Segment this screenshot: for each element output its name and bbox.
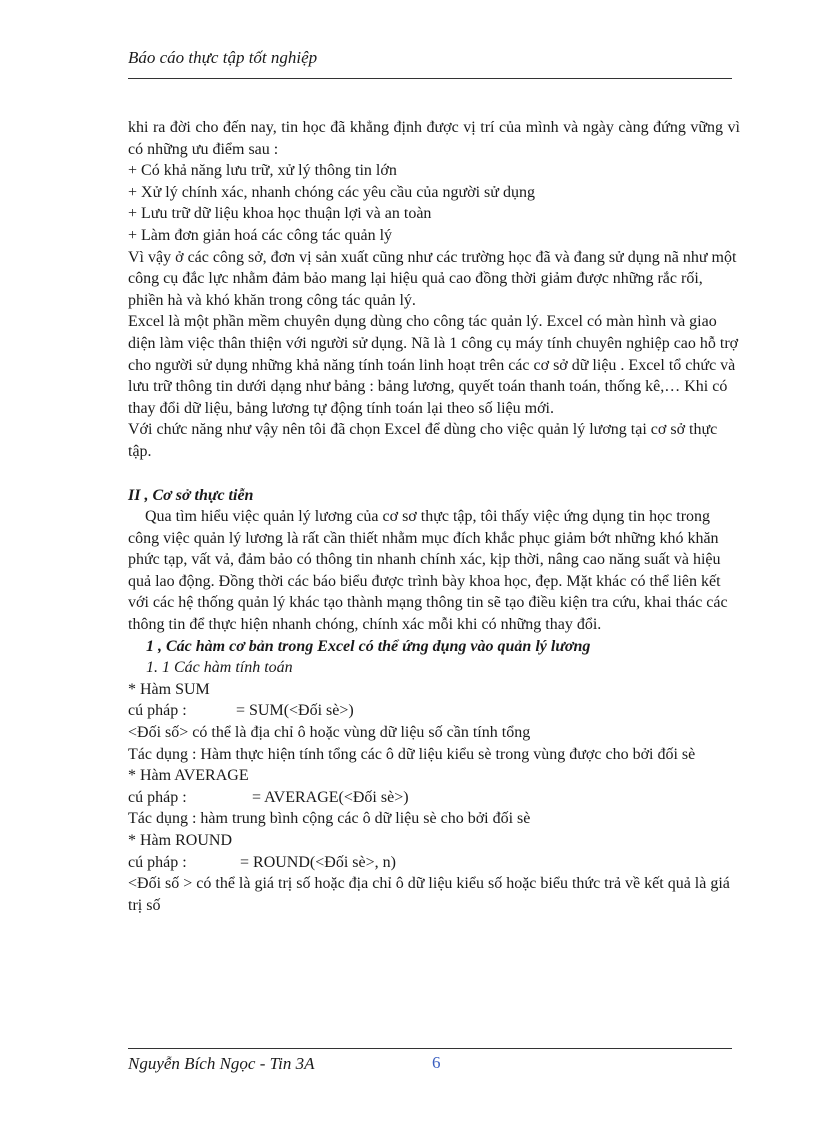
argument-desc-round: <Đối số > có thể là giá trị số hoặc địa chỉ ô dữ liệu kiểu số hoặc biểu thức trả về kết quả là giá trị số <box>128 875 730 914</box>
advantage-item: + Xử lý chính xác, nhanh chóng các yêu cầu của người sử dụng <box>128 183 535 201</box>
page-header-title: Báo cáo thực tập tốt nghiệp <box>128 48 318 67</box>
syntax-line-average <box>128 787 740 809</box>
advantage-item: + Có khả năng lưu trữ, xử lý thông tin lớn <box>128 162 397 180</box>
syntax-formula: = ROUND(<Đối sè>, n) <box>240 853 396 871</box>
footer-divider <box>128 1048 732 1049</box>
syntax-formula: = SUM(<Đối sè>) <box>236 702 354 720</box>
advantage-item: + Lưu trữ dữ liệu khoa học thuận lợi và an toàn <box>128 205 432 223</box>
syntax-line-sum <box>128 700 740 722</box>
spacer <box>128 463 740 485</box>
syntax-formula: = AVERAGE(<Đối sè>) <box>252 788 409 806</box>
syntax-label: cú pháp : <box>128 853 187 871</box>
excel-paragraph: Excel là một phần mềm chuyên dụng dùng cho công tác quản lý. Excel có màn hình và giao diện làm việc thân thiện với người sử dụng. Nã là 1 công cụ máy tính chuyên nghiệp cao hỗ trợ cho người sử dụng những khả năng tính toán linh hoạt trên các cơ sở dữ liệu . Excel tổ chức và lưu trữ thông tin dưới dạng như bảng : bảng lương, quyết toán thanh toán, thống kê,… Khi có thay đổi dữ liệu, bảng lương tự động tính toán lại theo số liệu mới. <box>128 313 739 417</box>
function-title-sum: * Hàm SUM <box>128 680 210 698</box>
syntax-label: cú pháp : <box>128 788 187 806</box>
usage-desc-average: Tác dụng : hàm trung bình cộng các ô dữ liệu sè cho bởi đối sè <box>128 810 531 828</box>
choice-paragraph: Với chức năng như vậy nên tôi đã chọn Excel để dùng cho việc quản lý lương tại cơ sở thực tập. <box>128 421 718 460</box>
document-body <box>128 117 740 916</box>
header-divider <box>128 78 732 79</box>
subsubsection-heading: 1. 1 Các hàm tính toán <box>146 659 293 677</box>
section-paragraph: Qua tìm hiểu việc quản lý lương của cơ sơ thực tập, tôi thấy việc ứng dụng tin học trong công việc quản lý lương là rất cần thiết nhằm mục đích khắc phục giảm bớt những khó khăn phức tạp, vất vả, đảm bảo có thông tin nhanh chính xác, kịp thời, nâng cao năng suất và hiệu quả lao động. Đồng thời các báo biểu được trình bày khoa học, đẹp. Mặt khác có thể liên kết với các hệ thống quản lý khác tạo thành mạng thông tin sẽ tạo điều kiện tra cứu, khai thác các thông tin để thực hiện nhanh chóng, chính xác mỗi khi có những thay đổi. <box>128 508 728 634</box>
advantage-item: + Làm đơn giản hoá các công tác quản lý <box>128 226 393 244</box>
section-heading: II , Cơ sở thực tiễn <box>128 486 254 504</box>
subsection-heading: 1 , Các hàm cơ bản trong Excel có thể ứng dụng vào quản lý lương <box>146 637 591 655</box>
page-number: 6 <box>432 1053 441 1072</box>
function-title-round: * Hàm ROUND <box>128 832 232 849</box>
function-title-average: * Hàm AVERAGE <box>128 767 249 785</box>
argument-desc-sum: <Đối số> có thể là địa chỉ ô hoặc vùng dữ liệu số cần tính tổng <box>128 724 531 742</box>
syntax-label: cú pháp : <box>128 702 187 720</box>
footer-author: Nguyễn Bích Ngọc - Tin 3A <box>128 1054 315 1073</box>
intro-paragraph: khi ra đời cho đến nay, tin học đã khẳng định được vị trí của mình và ngày càng đứng vững vì có những ưu điểm sau : <box>128 119 740 158</box>
usage-paragraph: Vì vậy ở các công sở, đơn vị sản xuất cũng như các trường học đã và đang sử dụng nã như một công cụ đắc lực nhằm đảm bảo mang lại hiệu quả cao đồng thời giảm được những rắc rối, phiền hà và khó khăn trong công tác quản lý. <box>128 248 737 309</box>
syntax-line-round <box>128 852 740 874</box>
usage-desc-sum: Tác dụng : Hàm thực hiện tính tổng các ô dữ liệu kiểu sè trong vùng được cho bởi đối sè <box>128 745 696 763</box>
